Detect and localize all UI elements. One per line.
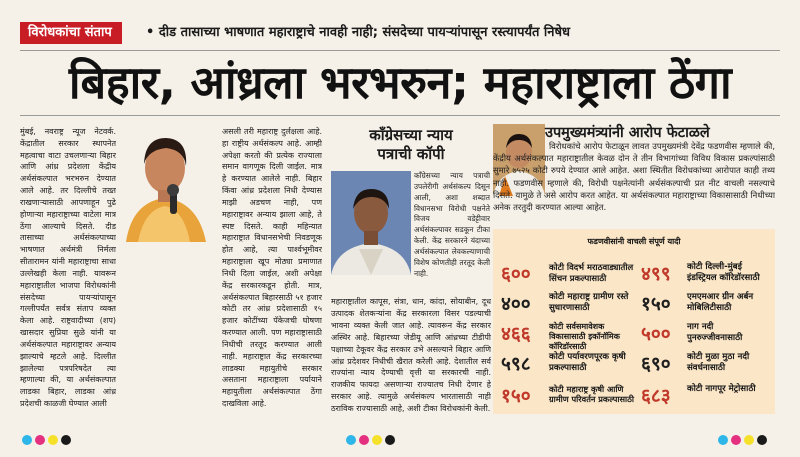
list-text: कोटी विदर्भ मराठवाड्यातील सिंचन प्रकल्पासाठी [549, 262, 634, 283]
column-3-side [414, 171, 490, 291]
magenta-dot [731, 435, 741, 445]
list-item [501, 319, 636, 349]
list-text: कोटी सर्वसमावेशक विकासासाठी इकॉनॉमिक कॉरिडॉरसाठी [549, 322, 620, 351]
black-dot [61, 435, 71, 445]
list-text: कोटी पर्यावरणपूरक कृषी प्रकल्पासाठी [549, 352, 626, 373]
column-2-text: असली तरी महाराष्ट्र दुर्लक्षला आहे. हा राष्ट्रीय अर्थसंकल्प आहे. आम्ही अपेक्षा करतो की प्रत्येक राज्याला समान वागणूक दिली जाईल. मात्र हे करण्यात आलेले नाही. बिहार किंवा आंध्र प्रदेशला निधी देण्यास माझी अडचण नाही, पण महाराष्ट्रावर अन्याय झाला आहे, ते स्पष्ट दिसते. काही महिन्यात महाराष्ट्रात विधानसभेची निवडणूक होत आहे, त्या पार्श्वभूमीवर महाराष्ट्राला खूप मोठ्या प्रमाणात निधी दिला जाईल, अशी अपेक्षा केंद्र सरकारकडून होती. मात्र, अर्थसंकल्पात बिहारसाठी ५१ हजार कोटी तर आंध्र प्रदेशासाठी १५ हजार कोटींच्या पॅकेजची घोषणा करण्यात आली. पण महाराष्ट्रासाठी निधीची तरतूद करण्यात आली नाही. महाराष्ट्रात केंद्र सरकारच्या लाडक्या महायुतीचे सरकार असताना महाराष्ट्राला पर्यायाने महायुतीला अर्थसंकल्पात ठेंगा दाखविला आहे. [222, 127, 322, 409]
cyan-dot [718, 435, 728, 445]
list-amount: ५९८ [501, 353, 531, 375]
list-amount: ६०० [501, 263, 531, 285]
right-section-text: विरोधकांचे आरोप फेटाळून लावत उपमुख्यमंत्री देवेंद्र फडणवीस म्हणाले की, केंद्रीय अर्थसंकल्पात महाराष्ट्रातील केवळ दोन ते तीन विभागांच्या विविध विकास प्रकल्पांसाठी सुमारे ७५२५ कोटी रुपये देण्यात आले आहेत. अशा स्थितीत विरोधकांच्या आरोपात काही तथ्य नाही. फडणवीस म्हणाले की, विरोधी पक्षनेत्यांनी अर्थसंकल्पाची प्रत नीट वाचली नसल्याचे दिसते. यामुळे ते असे आरोप करत आहेत. या अर्थसंकल्पात महाराष्ट्राच्या विकासासाठी निधीच्या अनेक तरतुदी करण्यात आल्या आहेत. [493, 141, 775, 213]
list-item [501, 259, 636, 289]
kicker-bar [20, 22, 780, 44]
list-text: कोटी दिल्ली-मुंबई इंडस्ट्रियल कॉरिडॉरसाठी [687, 262, 760, 283]
vijay-wadettiwar-photo [331, 171, 411, 275]
list-text: नाग नदी पुनरुज्जीवनासाठी [687, 322, 743, 343]
kicker-label: विरोधकांचा संताप [20, 22, 122, 44]
list-text: कोटी महाराष्ट्र कृषी आणि ग्रामीण परिवर्तन प्रकल्पासाठी [549, 384, 635, 405]
color-registration-marks-center [346, 430, 398, 449]
column-1-text: मुंबई, नवराष्ट्र न्यूज नेटवर्क. केंद्रातील सरकार स्थापनेत महत्वाचा वाटा उचलणाऱ्या बिहार आणि आंध्र प्रदेशला केंद्रीय अर्थसंकल्पात भरभरुन देण्यात आले आहे. तर दिल्लीचे तख्त राखणाऱ्यासाठी आपणाहून पुढे होणाऱ्या महाराष्ट्राच्या वाटेला मात्र ठेंगा आल्याचे दिसते. दीड तासाच्या अर्थसंकल्पाच्या भाषणात अर्थमंत्री निर्मला सीतारामन यांनी महाराष्ट्राचा साधा उल्लेखही केला नाही. यावरून महाराष्ट्रातील भाजपा विरोधकांनी संसदेच्या पायऱ्यांपासून गल्लीपर्यंत सर्वत्र संताप व्यक्त केला आहे. राष्ट्रवादीच्या (शप) खासदार सुप्रिया सुळे यांनी या अर्थसंकल्पात महाराष्ट्रावर अन्याय झाल्याचे म्हटले आहे. दिल्लीत झालेल्या पत्रपरिषदेत त्या म्हणाल्या की, या अर्थसंकल्पात लाडका बिहार, लाडका आंध्र प्रदेशची काळजी घेण्यात आली [20, 127, 116, 409]
list-amount: ४९९ [641, 263, 671, 285]
headline-rule [20, 115, 780, 116]
supriya-sule-photo [118, 120, 213, 242]
list-amount: ४०० [501, 293, 531, 315]
yellow-dot [48, 435, 58, 445]
black-dot [757, 435, 767, 445]
list-item [501, 289, 636, 319]
list-title: फडणवीसांनी वाचली संपूर्ण यादी [587, 237, 681, 246]
list-amount: ६९० [641, 353, 671, 375]
column-3-title-line2: पत्राची कॉपी [377, 145, 445, 163]
list-item [501, 349, 636, 379]
magenta-dot [35, 435, 45, 445]
list-amount: १५० [501, 385, 531, 407]
list-text: कोटी महाराष्ट्र ग्रामीण रस्ते सुधारणासाठी [549, 292, 629, 313]
right-section-body [493, 140, 775, 228]
list-text: कोटी नागपूर मेट्रोसाठी [687, 384, 756, 394]
column-3-side-text: कॉंग्रेसच्या न्याय पत्राची उपलेरीगी अर्थसंकल्प दिसून आली, अशा शब्दात विधानसभा विरोधी पक्षनेते विजय वडेट्टीवार अर्थसंकल्पावर सडकून टीका केली. केंद्र सरकारने यंदाच्या अर्थसंकल्पात लेवकल्याणाची विशेष कोणतीही तरतूद केली नाही. [414, 171, 490, 278]
yellow-dot [744, 435, 754, 445]
column-3-title [331, 126, 491, 164]
list-item [641, 259, 771, 289]
list-item [641, 381, 771, 411]
person-portrait-image [331, 171, 411, 275]
cyan-dot [22, 435, 32, 445]
list-text: कोटी मुळा मुठा नदी संवर्धनासाठी [687, 352, 750, 373]
magenta-dot [359, 435, 369, 445]
column-3-title-line1: कॉंग्रेसच्या न्याय [369, 126, 453, 144]
project-list-box [493, 229, 775, 414]
list-amount: ५०० [641, 323, 671, 345]
headline: बिहार, आंध्रला भरभरुन; महाराष्ट्राला ठेंगा [68, 56, 732, 109]
color-registration-marks-left [22, 430, 74, 449]
column-3-body [331, 296, 491, 422]
person-portrait-image [118, 120, 213, 242]
list-amount: ४६६ [501, 323, 531, 345]
right-section-title: उपमुख्यमंत्र्यांनी आरोप फेटाळले [545, 125, 710, 141]
list-item [641, 319, 771, 349]
yellow-dot [372, 435, 382, 445]
color-registration-marks-right [718, 430, 770, 449]
cyan-dot [346, 435, 356, 445]
list-amount: १५० [641, 293, 671, 315]
column-2 [222, 126, 322, 416]
list-amount: ६८३ [641, 385, 671, 407]
column-1 [20, 126, 116, 426]
list-text: एमएमआर ग्रीन अर्बन मोबिलिटीसाठी [687, 292, 754, 313]
list-item [501, 381, 636, 411]
black-dot [385, 435, 395, 445]
list-item [641, 289, 771, 319]
kicker-subline: • दीड तासाच्या भाषणात महाराष्ट्राचे नावही नाही; संसदेच्या पायऱ्यांपासून रस्त्यापर्यंत निषेध [146, 25, 571, 40]
list-item [641, 349, 771, 379]
column-3-body-text: महाराष्ट्रातील कापूस, संत्रा, धान, कांदा, सोयाबीन, दूध उत्पादक शेतकऱ्यांना केंद्र सरकारला विसर पडल्याची भावना व्यक्त केली जात आहे. त्यावरून केंद्र सरकार अस्थिर आहे. बिहारच्या जेडीयू आणि आंध्रच्या टीडीपी पक्षाच्या टेकूवर केंद्र सरकार उभे असल्याने बिहार आणि आंध्र प्रदेशवर निधीची खैरात करेली आहे. देशातील सर्व राज्यांना न्याय देण्याची वृत्ती या सरकारची नाही. राजकीय फायदा असणाऱ्या राज्यातच निधी देणार हे सरकार आहे. त्यामुळे अर्थसंकल्प भारतासाठी नाही ठराविक राज्यासाठी आहे, अशी टीका विरोधकांनी केली. [331, 297, 491, 414]
top-rule [20, 50, 780, 51]
